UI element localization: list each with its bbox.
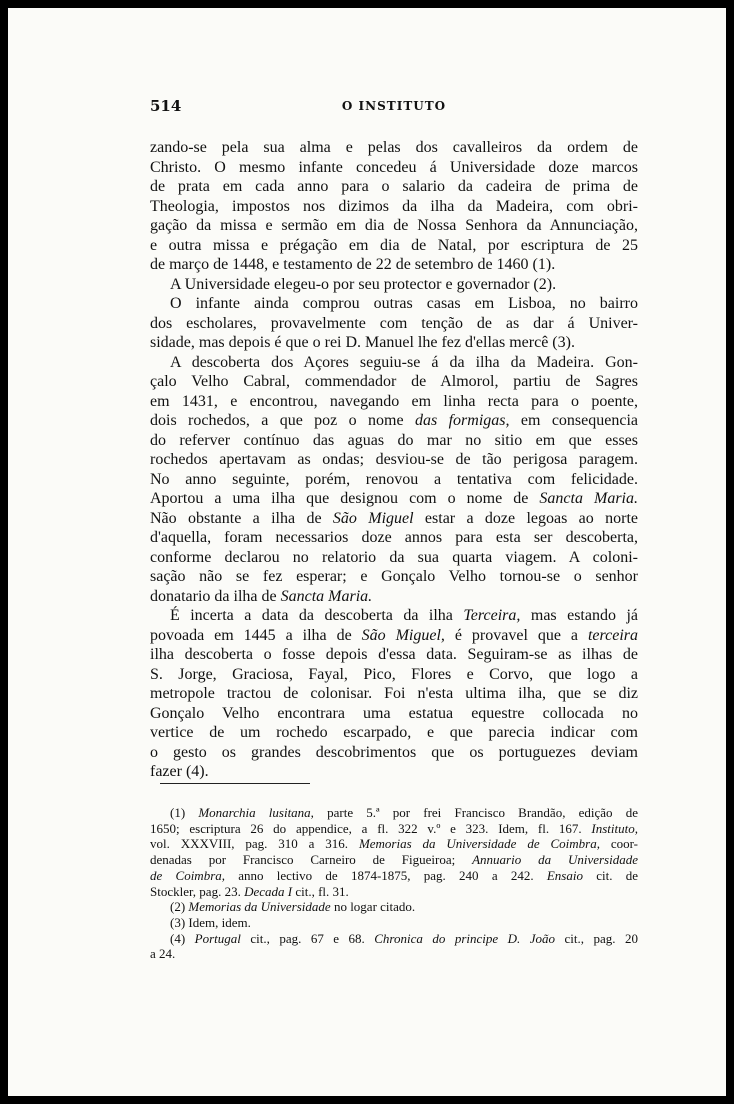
italic-text: Chronica do principe D. João [374, 930, 556, 946]
text-line: A Universidade elegeu-o por seu protector e governador (2). [170, 275, 557, 293]
italic-text: Memorias da Universidade [188, 899, 331, 915]
text-line: zando-se pela sua alma e pelas dos cavalleiros da ordem de [150, 139, 638, 156]
footnote-line [150, 868, 638, 884]
text-line: de março de 1448, e testamento de 22 de setembro de 1460 (1). [150, 256, 556, 273]
text-run: cit. de [582, 867, 639, 883]
text-line: Christo. O mesmo infante concedeu á Universidade doze marcos [150, 158, 638, 176]
text-run: (4) [170, 930, 195, 946]
text-run: cit., pag. 67 e 68. [240, 930, 375, 946]
text-line: do referver contínuo das aguas do mar no sitio em que esses [150, 431, 638, 449]
text-run: povoada em 1445 a ilha de [150, 626, 362, 644]
italic-text: terceira [587, 626, 639, 644]
body-text [150, 138, 638, 782]
text-run: donatario da ilha de [150, 587, 281, 605]
text-line: o gesto os grandes descobrimentos que os portuguezes deviam [150, 743, 638, 761]
italic-text: São Miguel [332, 509, 414, 527]
footnote-line [150, 884, 638, 900]
italic-text: de Coimbra, [150, 867, 226, 883]
scanned-page [8, 8, 726, 1096]
footnote-line [150, 931, 638, 947]
italic-text: Sancta Maria. [280, 587, 373, 605]
text-run: anno lectivo de 1874-1875, pag. 240 a 242. [225, 867, 547, 883]
running-title: O INSTITUTO [341, 99, 447, 113]
text-run: no logar citado. [330, 899, 416, 915]
italic-text: das formigas, [414, 412, 510, 429]
footnote-line: a 24. [150, 946, 176, 962]
footnote-line [150, 899, 638, 915]
text-line [150, 587, 638, 607]
text-line [150, 509, 638, 529]
text-run: denadas por Francisco Carneiro de Figueiroa; [150, 852, 473, 868]
text-line: vertice de um rochedo escarpado, e que parecia indicar com [150, 724, 638, 741]
text-line: S. Jorge, Graciosa, Fayal, Pico, Flores e Corvo, que logo a [150, 665, 638, 683]
text-run: é provavel que a [444, 626, 588, 644]
text-line: çalo Velho Cabral, commendador de Almorol, partiu de Sagres [150, 373, 638, 390]
text-line: A descoberta dos Açores seguiu-se á da ilha da Madeira. Gon- [170, 353, 638, 371]
footnote-line [150, 821, 638, 837]
text-line: e outra missa e prégação em dia de Natal, por escriptura de 25 [150, 236, 638, 254]
text-line: conforme declarou no relatorio da sua quarta viagem. A coloni- [150, 548, 638, 566]
text-line: No anno seguinte, porém, renovou a tentativa com felicidade. [150, 470, 638, 488]
text-line [150, 606, 638, 626]
text-line: Gonçalo Velho encontrara uma estatua equestre collocada no [150, 704, 638, 722]
text-run: (2) [170, 899, 189, 915]
text-run: (1) [170, 805, 199, 820]
italic-text: Annuario da Universidade [472, 852, 638, 868]
text-run: mas estando já [520, 607, 638, 624]
italic-text: Memorias da Universidade de Coimbra, [358, 836, 600, 852]
text-line: em 1431, e encontrou, navegando em linha recta para o poente, [150, 392, 638, 410]
text-line: dos escholares, provavelmente com tenção de as dar á Univer- [150, 314, 638, 332]
page-header [150, 97, 638, 117]
italic-text: Ensaio [546, 867, 583, 883]
text-line [150, 411, 638, 431]
text-line: ilha descoberta o fosse depois d'essa data. Seguiram-se as ilhas de [150, 646, 638, 663]
footnotes [150, 805, 638, 962]
text-line: d'aquella, foram necessarios doze annos para esta ser descoberta, [150, 529, 638, 546]
text-line: sidade, mas depois é que o rei D. Manuel lhe fez d'ellas mercê (3). [150, 334, 575, 351]
footnote-divider [160, 783, 310, 784]
text-run: Stockler, pag. 23. [150, 883, 245, 899]
text-run: É incerta a data da descoberta da ilha [170, 607, 464, 624]
text-line: sação não se fez esperar; e Gonçalo Velho tornou-se o senhor [150, 568, 638, 585]
text-line: gação da missa e sermão em dia de Nossa Senhora da Annunciação, [150, 217, 638, 234]
text-run: coor- [599, 836, 638, 852]
italic-text: Instituto, [591, 820, 638, 836]
text-run: estar a doze legoas ao norte [413, 509, 639, 527]
text-run: Aportou a uma ilha que designou com o nome de [150, 490, 540, 507]
text-run: parte 5.ª por frei Francisco Brandão, edição de [313, 805, 638, 820]
italic-text: Portugal [194, 930, 241, 946]
text-line [150, 626, 638, 646]
italic-text: Monarchia lusitana, [198, 805, 314, 820]
text-line: O infante ainda comprou outras casas em Lisboa, no bairro [170, 295, 638, 312]
text-run: Não obstante a ilha de [150, 509, 333, 527]
italic-text: Decada I [244, 883, 293, 899]
text-line: de prata em cada anno para o salario da cadeira de prima de [150, 178, 638, 195]
text-run: em consequencia [509, 412, 638, 429]
footnote-line: (3) Idem, idem. [170, 914, 251, 930]
text-run: cit., pag. 20 [555, 930, 638, 946]
text-run: vol. XXXVIII, pag. 310 a 316. [150, 836, 359, 852]
italic-text: Terceira, [463, 607, 521, 624]
text-line: rochedos apertavam as ondas; desviou-se de tão perigosa paragem. [150, 451, 638, 468]
text-run: cit., fl. 31. [292, 883, 349, 899]
text-line [150, 489, 638, 509]
italic-text: Sancta Maria. [539, 490, 639, 507]
footnote-line [150, 805, 638, 821]
text-run: dois rochedos, a que poz o nome [150, 412, 415, 429]
text-line: Theologia, impostos nos dizimos da ilha da Madeira, com obri- [150, 197, 638, 215]
footnote-line [150, 852, 638, 868]
footnote-line [150, 836, 638, 852]
italic-text: São Miguel, [361, 626, 445, 644]
text-run: 1650; escriptura 26 do appendice, a fl. 322 v.º e 323. Idem, fl. 167. [150, 820, 592, 836]
text-line: fazer (4). [150, 763, 209, 780]
text-line: metropole tractou de colonisar. Foi n'esta ultima ilha, que se diz [150, 685, 638, 702]
page-number: 514 [150, 97, 182, 115]
